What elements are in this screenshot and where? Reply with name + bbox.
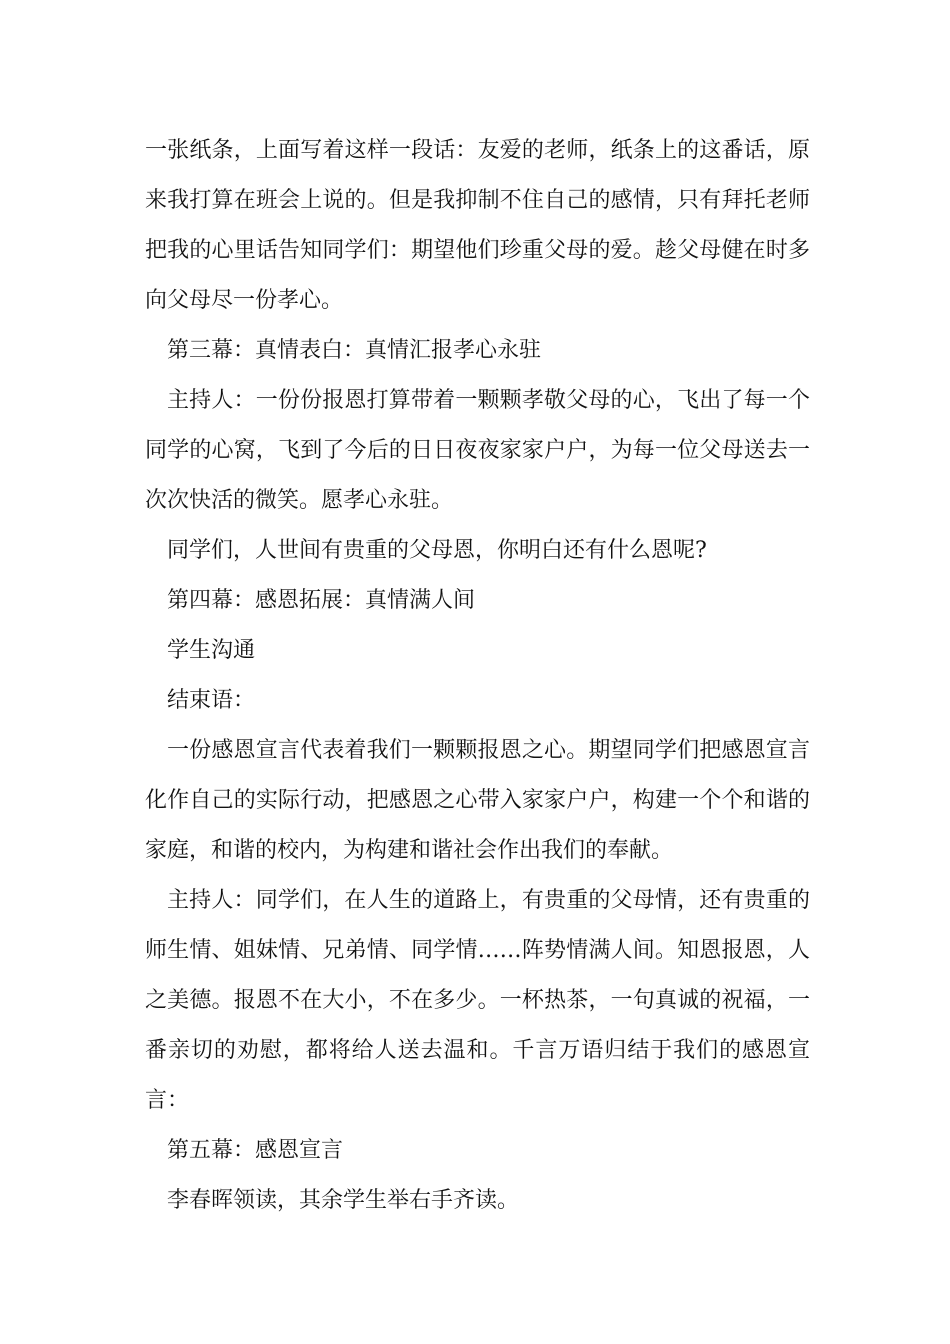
heading-act-four: 第四幕：感恩拓展：真情满人间 — [167, 588, 476, 613]
paragraph-question: 同学们，人世间有贵重的父母恩，你明白还有什么恩呢? — [167, 538, 707, 563]
paragraph-host-speech-1: 主持人：一份份报恩打算带着一颗颗孝敬父母的心，飞出了每一个同学的心窝，飞到了今后的日日夜夜家家户户，为每一位父母送去一次次快活的微笑。愿孝心永驻。 — [145, 388, 810, 513]
paragraph-reading-instruction: 李春晖领读，其余学生举右手齐读。 — [167, 1188, 520, 1213]
document-body — [145, 126, 810, 1226]
paragraph-student-exchange: 学生沟通 — [167, 638, 256, 663]
paragraph-host-speech-2: 主持人：同学们，在人生的道路上，有贵重的父母情，还有贵重的师生情、姐妹情、兄弟情、同学情……阵势情满人间。知恩报恩，人之美德。报恩不在大小，不在多少。一杯热茶，一句真诚的祝福，一番亲切的劝慰，都将给人送去温和。千言万语归结于我们的感恩宣言： — [145, 888, 810, 1113]
heading-act-three: 第三幕：真情表白：真情汇报孝心永驻 — [167, 338, 542, 363]
heading-act-five: 第五幕：感恩宣言 — [167, 1138, 344, 1163]
paragraph-note-continuation: 一张纸条，上面写着这样一段话：友爱的老师，纸条上的这番话，原来我打算在班会上说的。但是我抑制不住自己的感情，只有拜托老师把我的心里话告知同学们：期望他们珍重父母的爱。趁父母健在时多向父母尽一份孝心。 — [145, 138, 810, 313]
paragraph-closing-text: 一份感恩宣言代表着我们一颗颗报恩之心。期望同学们把感恩宣言化作自己的实际行动，把感恩之心带入家家户户，构建一个个和谐的家庭，和谐的校内，为构建和谐社会作出我们的奉献。 — [145, 738, 810, 863]
heading-closing: 结束语： — [167, 688, 256, 713]
